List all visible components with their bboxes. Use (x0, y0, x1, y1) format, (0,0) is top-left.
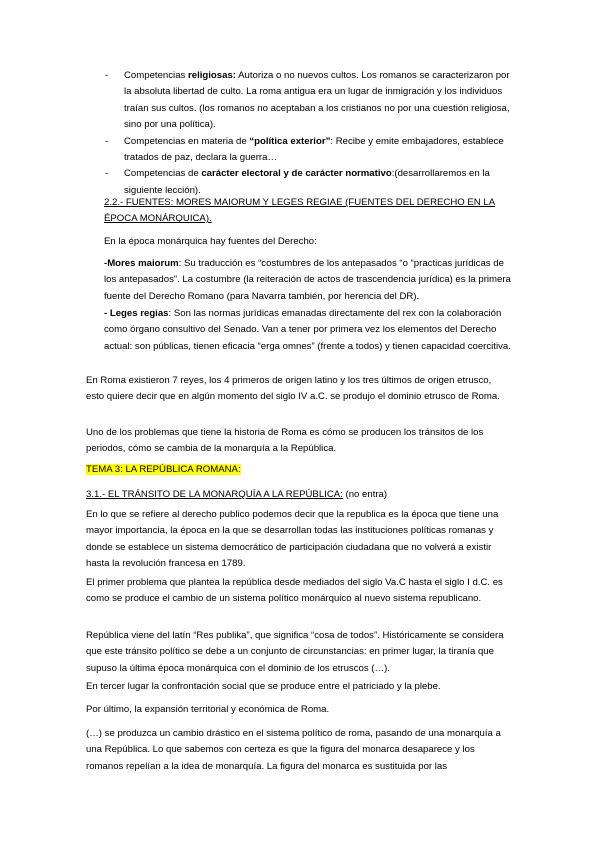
paragraph: República viene del latín “Res publika”, que significa “cosa de todos”. Históricamente se considera que este tránsito político se debe a un conjunto de circunstancias: en primer lugar, la tiranía que supuso la última época monárquica con el dominio de los etruscos (…). (86, 630, 504, 674)
mores-maiorum-paragraph: -Mores maiorum: Su traducción es “costumbres de los antepasados “o “practicas jurídicas de los antepasados”. La costumbre (la reiteración de actos de trascendencia jurídica) es la primera fuente del Derecho Romano (para Navarra también, por herencia del DR). (104, 258, 511, 302)
list-dash: - (105, 135, 109, 147)
paragraph: En lo que se refiere al derecho publico podemos decir que la republica es la época que tiene una mayor importancia, la época en la que se desarrollan todas las instituciones políticas romanas y donde se establece un sistema democrático de participación ciudadana que no volverá a existir hasta la revolución francesa en 1789. (86, 509, 499, 570)
paragraph: (…) se produzca un cambio drástico en el sistema político de roma, pasando de una monarquía a una República. Lo que sabemos con certeza es que la figura del monarca desaparece y los romanos repelían a la idea de monarquía. La figura del monarca es sustituida por las (86, 728, 501, 772)
paragraph: El primer problema que plantea la república desde mediados del siglo Va.C hasta el siglo I d.C. es como se produce el cambio de un sistema político monárquico al nuevo sistema republicano. (86, 577, 503, 605)
leges-regias-paragraph: - Leges regias: Son las normas jurídicas emanadas directamente del rex con la colaboración como órgano consultivo del Senado. Van a tener por primera vez los elementos del Derecho actual: son públicas, tienen eficacia “erga omnes” (frente a todos) y tienen capacidad coercitiva. (104, 308, 511, 352)
paragraph: En la época monárquica hay fuentes del Derecho: (104, 236, 317, 247)
list-item: - Competencias en materia de “política exterior”: Recibe y emite embajadores, establece tratados de paz, declara la guerra… (105, 135, 504, 164)
tema-3-heading (86, 462, 510, 478)
paragraph: En tercer lugar la confrontación social que se produce entre el patriciado y la plebe. (86, 681, 441, 692)
list-dash: - (105, 168, 109, 180)
paragraph: Uno de los problemas que tiene la historia de Roma es cómo se producen los tránsitos de los periodos, cómo se cambia de la monarquía a la República. (86, 427, 484, 455)
bold-term: -Mores maiorum (104, 258, 179, 269)
list-item: - Competencias de carácter electoral y de carácter normativo:(desarrollaremos en la siguiente lección). (105, 168, 490, 196)
paragraph: En Roma existieron 7 reyes, los 4 primeros de origen latino y los tres últimos de origen etrusco, esto quiere decir que en algún momento del siglo IV a.C. se produjo el dominio etrusco de Roma. (86, 375, 500, 403)
section-heading-2-2: 2.2.- FUENTES: MORES MAIORUM Y LEGES REGIAE (FUENTES DEL DERECHO EN LA ÉPOCA MONÁRQUICA). (104, 197, 496, 225)
list-dash: - (105, 70, 109, 81)
highlighted-title: TEMA 3: LA REPÚBLICA ROMANA: (86, 464, 241, 475)
paragraph: Por último, la expansión territorial y económica de Roma. (86, 704, 330, 715)
bold-term: - Leges regias (104, 308, 169, 319)
bold-term: “política exterior” (249, 135, 331, 147)
competencias-list (105, 68, 510, 199)
bold-term: religiosas: (188, 70, 236, 81)
section-heading-3-1: 3.1.- EL TRÁNSITO DE LA MONARQUÍA A LA REPÚBLICA: (no entra) (86, 489, 388, 500)
list-item: - Competencias religiosas: Autoriza o no nuevos cultos. Los romanos se caracterizaron por la absoluta libertad de culto. La roma antigua era un lugar de inmigración y los individuos traían sus cultos. (los romanos no aceptaban a los cristianos no por una cuestión religiosa, sino por una política). (105, 70, 510, 131)
bold-term: carácter electoral y de carácter normativo (201, 168, 392, 180)
